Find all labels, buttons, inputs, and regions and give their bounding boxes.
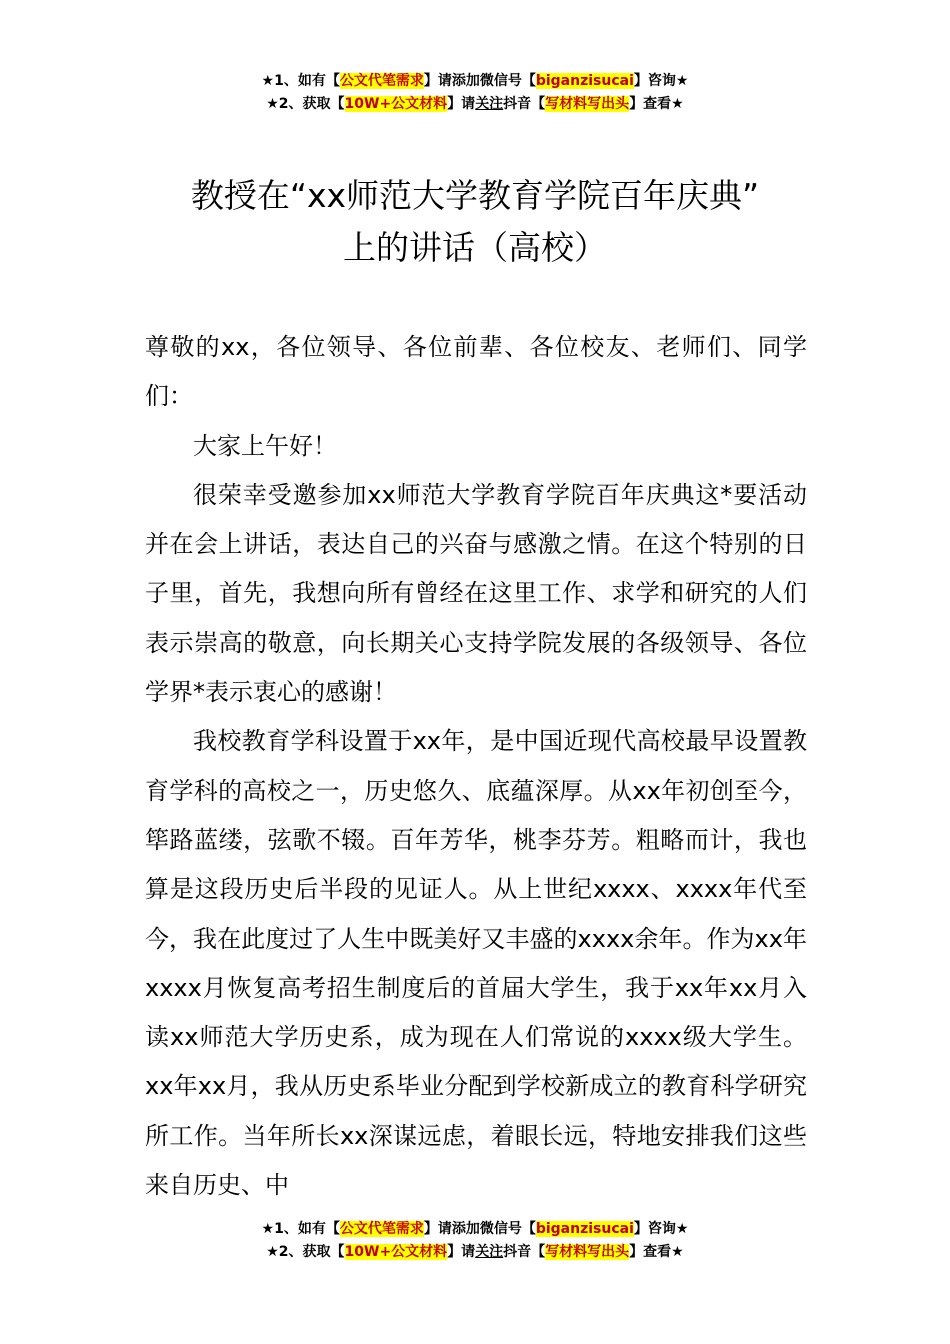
footer-highlight-materials: 10W+公文材料 bbox=[344, 1244, 448, 1260]
salutation: 尊敬的xx，各位领导、各位前辈、各位校友、老师们、同学们： bbox=[145, 333, 807, 411]
footer-highlight-service: 公文代笔需求 bbox=[339, 1221, 424, 1237]
title-line-2: 上的讲话（高校） bbox=[343, 228, 607, 267]
banner-line-1: ★1、如有【公文代笔需求】请添加微信号【biganzisucai】咨询★ bbox=[261, 73, 689, 89]
footer-banner bbox=[0, 1218, 950, 1264]
highlight-douyin: 写材料写出头 bbox=[545, 96, 630, 112]
footer-highlight-wechat-id: biganzisucai bbox=[535, 1221, 634, 1237]
highlight-materials: 10W+公文材料 bbox=[344, 96, 448, 112]
paragraph-1: 很荣幸受邀参加xx师范大学教育学院百年庆典这*要活动并在会上讲话，表达自己的兴奋与感激之情。在这个特别的日子里，首先，我想向所有曾经在这里工作、求学和研究的人们表示崇高的敬意，向长期关心支持学院发展的各级领导、各位学界*表示衷心的感谢！ bbox=[145, 480, 807, 707]
footer-line-2: ★2、获取【10W+公文材料】请关注抖音【写材料写出头】查看★ bbox=[266, 1244, 684, 1260]
paragraph-2: 我校教育学科设置于xx年，是中国近现代高校最早设置教育学科的高校之一，历史悠久、底蕴深厚。从xx年初创至今，筚路蓝缕，弦歌不辍。百年芳华，桃李芬芳。粗略而计，我也算是这段历史后半段的见证人。从上世纪xxxx、xxxx年代至今，我在此度过了人生中既美好又丰盛的xxxx余年。作为xx年xxxx月恢复高考招生制度后的首届大学生，我于xx年xx月入读xx师范大学历史系，成为现在人们常说的xxxx级大学生。xx年xx月，我从历史系毕业分配到学校新成立的教育科学研究所工作。当年所长xx深谋远虑，着眼长远，特地安排我们这些来自历史、中 bbox=[145, 727, 807, 1200]
document-title bbox=[130, 170, 820, 274]
title-line-1: 教授在“xx师范大学教育学院百年庆典” bbox=[190, 176, 760, 215]
header-banner bbox=[0, 70, 950, 116]
highlight-service: 公文代笔需求 bbox=[339, 73, 424, 89]
banner-line-2: ★2、获取【10W+公文材料】请关注抖音【写材料写出头】查看★ bbox=[266, 96, 684, 112]
footer-highlight-douyin: 写材料写出头 bbox=[545, 1244, 630, 1260]
highlight-wechat-id: biganzisucai bbox=[535, 73, 634, 89]
footer-line-1: ★1、如有【公文代笔需求】请添加微信号【biganzisucai】咨询★ bbox=[261, 1221, 689, 1237]
document-body bbox=[145, 323, 807, 1210]
greeting: 大家上午好！ bbox=[193, 431, 337, 460]
